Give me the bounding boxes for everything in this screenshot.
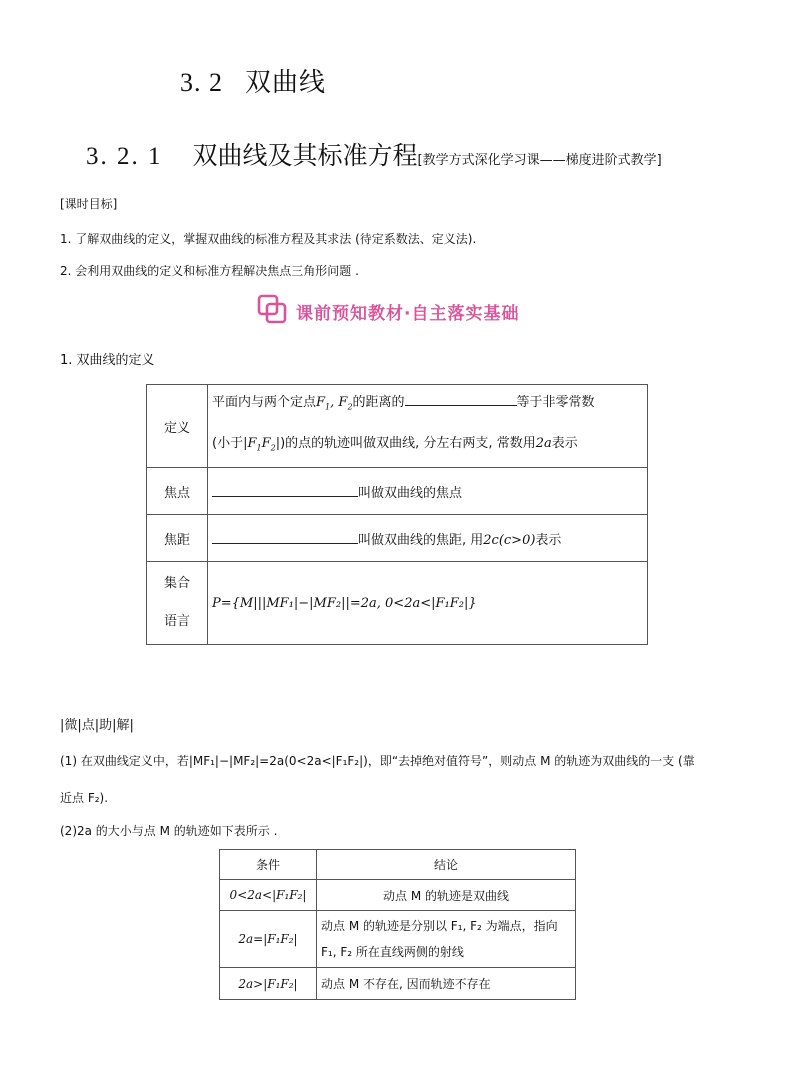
section-title: 双曲线 [245,68,327,98]
tip-1-line-2: 近点 F₂). [60,791,109,805]
fill-blank [405,393,517,406]
section-number: 3. 2 [180,68,223,97]
table-row [220,911,576,968]
condition-cell: 0<2a<|F₁F₂| [220,880,317,911]
focal-distance-expr: $|F_1F_2|$ [243,436,281,453]
tip-2: (2)2a 的大小与点 M 的轨迹如下表所示 . [60,824,278,838]
row-label: 焦点 [147,468,208,515]
table-row [147,515,648,562]
definition-table [146,384,648,645]
table-header-row [220,850,576,880]
focus-text: 叫做双曲线的焦点 [358,485,463,501]
banner-text: 课前预知教材·自主落实基础 [296,303,520,324]
row-label-line: 语言 [163,614,190,629]
subsection-title: 双曲线及其标准方程 [192,141,418,170]
condition-table [219,849,576,1000]
result-line: 动点 M 的轨迹是分别以 F₁, F₂ 为端点，指向 [321,919,558,933]
definition-text: )的点的轨迹叫做双曲线, 分左右两支, 常数用 [280,436,536,451]
definition-text: 平面内与两个定点 [212,395,317,411]
result-cell: 动点 M 的轨迹是双曲线 [317,880,576,911]
row-label [147,562,208,645]
tip-1-line-1: (1) 在双曲线定义中，若|MF₁|−|MF₂|=2a(0<2a<|F₁F₂|)，即“去掉绝对值符号”，则动点 M 的轨迹为双曲线的一支 (靠 [60,754,695,768]
focal-length-symbol: 2c(c>0) [483,532,536,548]
table-row [147,468,648,515]
table-row [220,880,576,911]
set-formula: P={M|||MF₁|−|MF₂||=2a, 0<2a<|F₁F₂|} [208,562,648,645]
tips-title: |微|点|助|解| [60,718,134,733]
row-label-line: 集合 [163,576,190,591]
subsection-number: 3. 2. 1 [86,143,163,170]
objectives-label: [课时目标] [60,197,118,211]
definition-text: 表示 [551,436,578,451]
row-label: 焦距 [147,515,208,562]
definition-text: 等于非零常数 [516,395,595,411]
focus-points: $F_1$, $F_2$ [316,395,353,412]
section-heading [180,62,326,99]
definition-text: 的距离的 [352,395,405,411]
interlocked-squares-icon [256,293,288,329]
fill-blank [212,484,358,497]
objective-item-1: 1. 了解双曲线的定义，掌握双曲线的标准方程及其求法 (待定系数法、定义法). [60,232,477,246]
row-label: 定义 [147,385,208,468]
fill-blank [212,531,358,544]
focal-length-text: 表示 [535,532,562,548]
teaching-mode-note: [教学方式深化学习课——梯度进阶式教学] [417,153,662,168]
definition-text: (小于 [212,436,244,451]
result-cell: 动点 M 不存在, 因而轨迹不存在 [317,968,576,1000]
result-cell [317,911,576,968]
table-row [220,968,576,1000]
focus-cell [208,468,648,515]
result-line: F₁, F₂ 所在直线两侧的射线 [321,945,464,959]
focal-length-cell [208,515,648,562]
column-header: 结论 [317,850,576,880]
column-header: 条件 [220,850,317,880]
definition-section-title: 1. 双曲线的定义 [60,353,155,368]
section-banner [256,294,519,328]
table-row [147,385,648,468]
condition-cell: 2a>|F₁F₂| [220,968,317,1000]
condition-cell: 2a=|F₁F₂| [220,911,317,968]
constant-symbol: 2a [535,436,552,451]
focal-length-text: 叫做双曲线的焦距, 用 [358,532,484,548]
objective-item-2: 2. 会利用双曲线的定义和标准方程解决焦点三角形问题 . [60,264,359,278]
subsection-heading [86,136,662,172]
table-row [147,562,648,645]
definition-cell [208,385,648,468]
